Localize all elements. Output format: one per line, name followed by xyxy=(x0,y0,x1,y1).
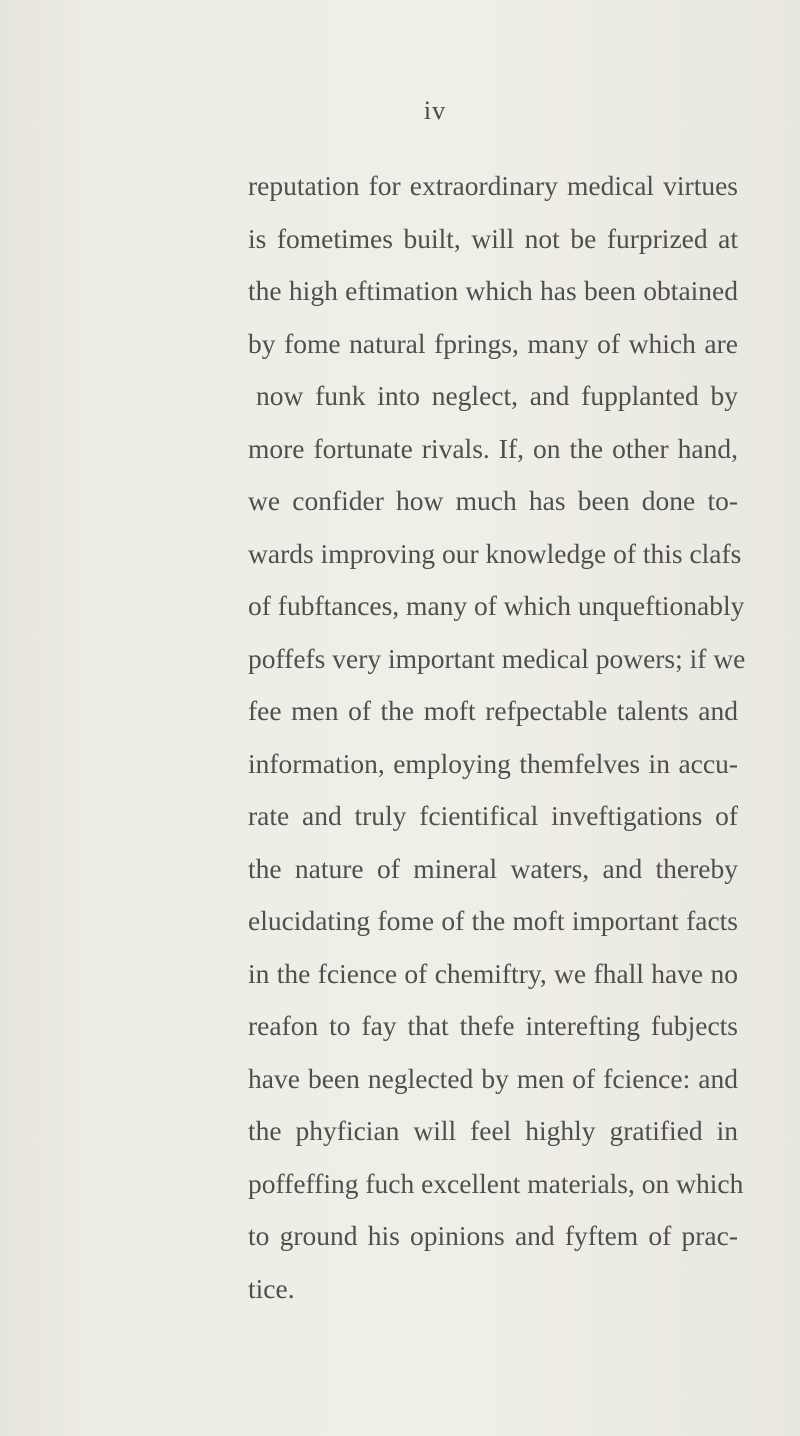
text-line: have been neglected by men of fcience: and xyxy=(248,1062,738,1094)
text-line: to ground his opinions and fyftem of prac- xyxy=(248,1220,738,1251)
text-line: fee men of the moft refpectable talents and xyxy=(248,695,738,726)
text-line: wards improving our knowledge of this clafs xyxy=(248,537,742,569)
text-line: rate and truly fcientifical inveftigations of xyxy=(248,800,738,831)
text-line: of fubftances, many of which unqueftionably xyxy=(248,590,745,621)
text-line: by fome natural fprings, many of which are xyxy=(248,327,738,359)
text-line: poffeffing fuch excellent materials, on which xyxy=(248,1167,744,1199)
text-line: poffefs very important medical powers; if we xyxy=(248,642,746,674)
text-line: reafon to fay that thefe interefting fubjects xyxy=(248,1010,738,1041)
text-line: tice. xyxy=(248,1272,295,1304)
text-line: reputation for extraordinary medical virtues xyxy=(248,170,738,201)
page-number: iv xyxy=(423,96,447,125)
text-line: the nature of mineral waters, and thereby xyxy=(248,852,738,884)
text-line: is fometimes built, will not be furprized at xyxy=(248,222,738,254)
body-text xyxy=(248,160,746,1315)
text-line: in the fcience of chemiftry, we fhall have no xyxy=(248,957,738,989)
text-line: information, employing themfelves in accu- xyxy=(248,747,738,779)
text-line: the high eftimation which has been obtained xyxy=(248,275,738,306)
text-line: now funk into neglect, and fupplanted by xyxy=(256,380,738,411)
text-line: elucidating fome of the moft important facts xyxy=(248,905,738,936)
text-line: the phyfician will feel highly gratified in xyxy=(248,1115,738,1146)
text-line: more fortunate rivals. If, on the other hand, xyxy=(248,432,738,464)
text-line: we confider how much has been done to- xyxy=(248,485,738,516)
